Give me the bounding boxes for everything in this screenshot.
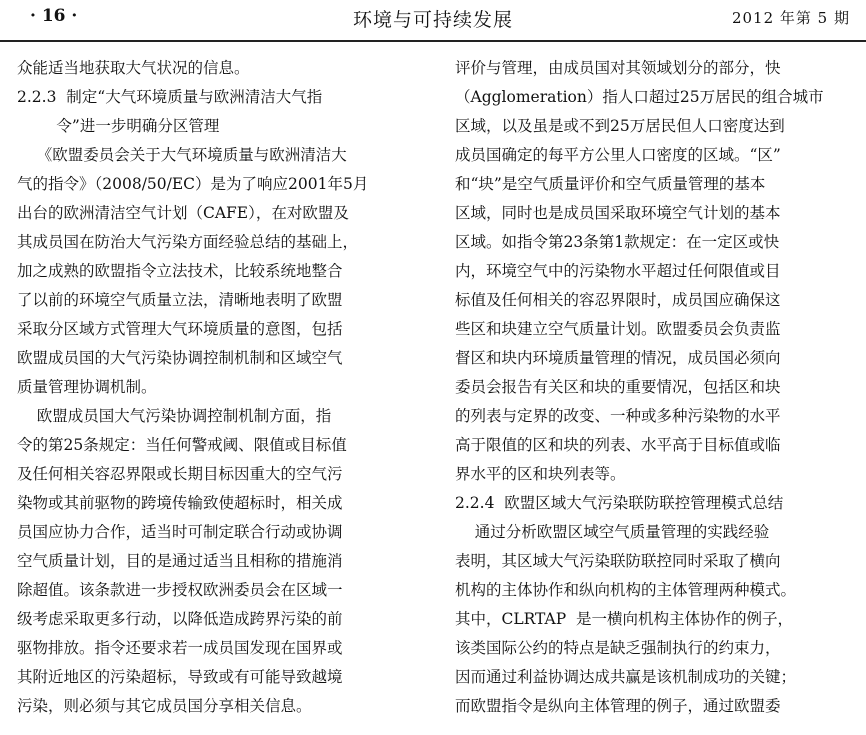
text-line: 欧盟成员国的大气污染协调控制机制和区域空气 xyxy=(17,349,343,367)
issue-label: 2012 年第 5 期 xyxy=(731,9,850,27)
text-line: 驱物排放。指令还要求若一成员国发现在国界或 xyxy=(17,639,343,657)
text-line: 其附近地区的污染超标，导致或有可能导致越境 xyxy=(17,668,343,686)
text-line: 机构的主体协作和纵向机构的主体管理两种模式。 xyxy=(455,581,797,599)
text-line: 该类国际公约的特点是缺乏强制执行的约束力， xyxy=(455,639,781,657)
text-line: 区域，同时也是成员国采取环境空气计划的基本 xyxy=(455,204,781,222)
text-line: 评价与管理，由成员国对其领域划分的部分，快 xyxy=(455,59,781,77)
text-line: 高于限值的区和块的列表、水平高于目标值或临 xyxy=(455,436,781,454)
text-line: 其成员国在防治大气污染方面经验总结的基础上， xyxy=(17,233,359,251)
text-line: 的列表与定界的改变、一种或多种污染物的水平 xyxy=(455,407,781,425)
text-line: 令的第25条规定：当任何警戒阈、限值或目标值 xyxy=(17,436,347,454)
text-line: 《欧盟委员会关于大气环境质量与欧洲清洁大 xyxy=(17,146,347,164)
text-line: 出台的欧洲清洁空气计划（CAFE），在对欧盟及 xyxy=(17,204,349,222)
text-line: 空气质量计划，目的是通过适当且相称的措施消 xyxy=(17,552,343,570)
text-line: 了以前的环境空气质量立法，清晰地表明了欧盟 xyxy=(17,291,343,309)
text-line: 区域。如指令第23条第1款规定：在一定区或快 xyxy=(455,233,780,251)
text-line: 因而通过利益协调达成共赢是该机制成功的关键； xyxy=(455,668,797,686)
text-line: 除超值。该条款进一步授权欧洲委员会在区域一 xyxy=(17,581,343,599)
text-line: 员国应协力合作，适当时可制定联合行动或协调 xyxy=(17,523,343,541)
text-line: 其中，CLRTAP 是一横向机构主体协作的例子， xyxy=(455,610,794,628)
text-line: 标值及任何相关的容忍界限时，成员国应确保这 xyxy=(455,291,781,309)
text-line: 区域，以及虽是或不到25万居民但人口密度达到 xyxy=(455,117,785,135)
text-line: 污染，则必须与其它成员国分享相关信息。 xyxy=(17,697,312,715)
text-line: 质量管理协调机制。 xyxy=(17,378,157,396)
page-header xyxy=(0,0,866,42)
text-line: 令”进一步明确分区管理 xyxy=(17,117,220,135)
text-line: 些区和块建立空气质量计划。欧盟委员会负责监 xyxy=(455,320,781,338)
text-line: 及任何相关容忍界限或长期目标因重大的空气污 xyxy=(17,465,343,483)
text-line: （Agglomeration）指人口超过25万居民的组合城市 xyxy=(455,88,824,106)
text-line: 气的指令》（2008/50/EC）是为了响应2001年5月 xyxy=(17,175,369,193)
text-line: 界水平的区和块列表等。 xyxy=(455,465,626,483)
text-line: 通过分析欧盟区域空气质量管理的实践经验 xyxy=(455,523,770,541)
text-line: 加之成熟的欧盟指令立法技术，比较系统地整合 xyxy=(17,262,343,280)
text-line: 表明，其区域大气污染联防联控同时采取了横向 xyxy=(455,552,781,570)
text-line: 采取分区域方式管理大气环境质量的意图，包括 xyxy=(17,320,343,338)
journal-title: 环境与可持续发展 xyxy=(352,9,513,31)
text-line: 内，环境空气中的污染物水平超过任何限值或目 xyxy=(455,262,781,280)
text-line: 染物或其前驱物的跨境传输致使超标时，相关成 xyxy=(17,494,343,512)
text-line: 而欧盟指令是纵向主体管理的例子，通过欧盟委 xyxy=(455,697,781,715)
text-line: 级考虑采取更多行动，以降低造成跨界污染的前 xyxy=(17,610,343,628)
text-line: 2.2.4 欧盟区域大气污染联防联控管理模式总结 xyxy=(455,494,784,512)
text-line: 众能适当地获取大气状况的信息。 xyxy=(17,59,250,77)
text-line: 成员国确定的每平方公里人口密度的区域。“区” xyxy=(455,146,781,164)
text-line: 督区和块内环境质量管理的情况，成员国必须向 xyxy=(455,349,781,367)
text-line: 2.2.3 制定“大气环境质量与欧洲清洁大气指 xyxy=(17,88,323,106)
text-line: 委员会报告有关区和块的重要情况，包括区和块 xyxy=(455,378,781,396)
text-line: 和“块”是空气质量评价和空气质量管理的基本 xyxy=(455,175,766,193)
text-line: 欧盟成员国大气污染协调控制机制方面，指 xyxy=(17,407,332,425)
page-number: · 16 · xyxy=(30,6,78,26)
